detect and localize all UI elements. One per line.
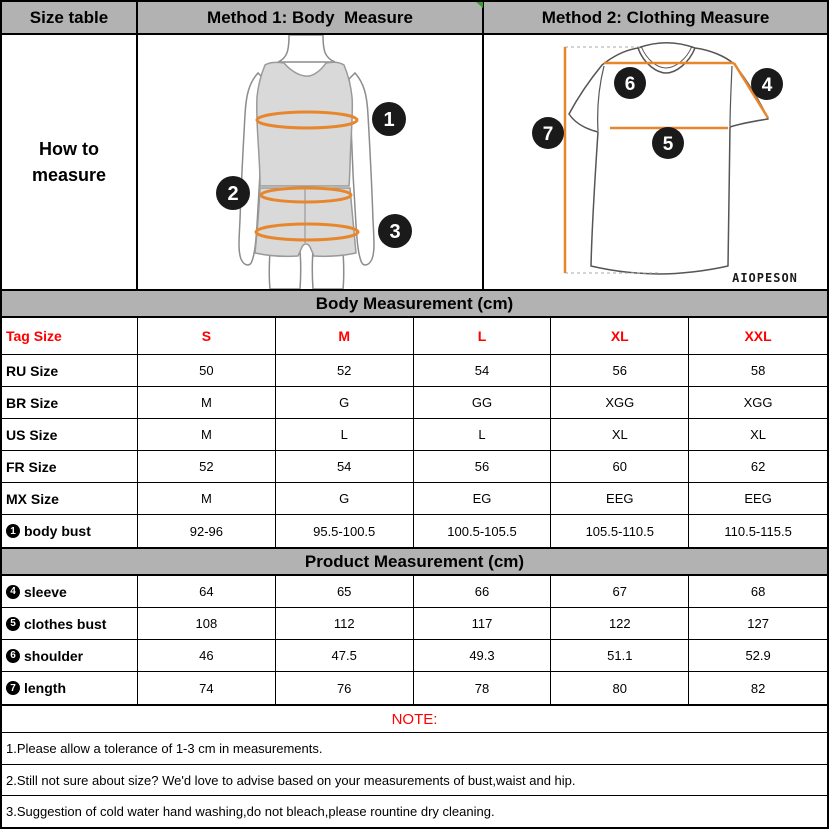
circled-7-icon: 7 — [6, 681, 20, 695]
row-label: FR Size — [2, 451, 138, 482]
cell-value: 67 — [551, 576, 689, 607]
cell-value: 100.5-105.5 — [414, 515, 552, 547]
clothing-measure-diagram — [484, 35, 827, 289]
cell-value: XL — [551, 419, 689, 450]
row-label: BR Size — [2, 387, 138, 418]
cell-value: EEG — [744, 491, 772, 506]
body-measure-diagram — [138, 35, 484, 289]
circled-5-icon: 5 — [6, 617, 20, 631]
row-label-text: length — [24, 680, 66, 696]
row-label — [2, 576, 138, 607]
svg-text:7: 7 — [542, 124, 554, 145]
cell-value: 127 — [747, 616, 769, 631]
svg-text:4: 4 — [761, 75, 773, 96]
header-method1-label: Method 1: Body Measure — [207, 7, 413, 27]
cell-value: 117 — [414, 608, 552, 639]
note-line-1: 1.Please allow a tolerance of 1-3 cm in measurements. — [2, 733, 827, 765]
row-label-text: sleeve — [24, 583, 67, 600]
col-header-xxl: XXL — [744, 328, 772, 344]
cell-value: XGG — [551, 387, 689, 418]
top-header-row — [2, 2, 827, 35]
cell-value: 58 — [750, 363, 766, 378]
cell-value: G — [276, 483, 414, 514]
cell-value: 56 — [414, 451, 552, 482]
table-row-shoulder — [2, 640, 827, 672]
circled-4-icon: 4 — [6, 585, 20, 599]
note-line-3: 3.Suggestion of cold water hand washing,do not bleach,please rountine dry cleaning. — [6, 804, 495, 820]
cell-value: 122 — [551, 608, 689, 639]
cell-value: EG — [414, 483, 552, 514]
col-header-m: M — [276, 318, 414, 354]
cell-value: 50 — [138, 355, 276, 386]
cell-value: 52.9 — [745, 648, 771, 663]
cell-value: 46 — [138, 640, 276, 671]
row-label — [2, 515, 138, 547]
cell-value: G — [276, 387, 414, 418]
cell-value: 64 — [138, 576, 276, 607]
cell-value: 68 — [750, 584, 766, 599]
cell-value: 92-96 — [138, 515, 276, 547]
cell-value: 82 — [750, 680, 766, 696]
cell-value: 76 — [276, 672, 414, 704]
badge-1-bust-icon — [372, 102, 406, 136]
cell-value: 54 — [414, 355, 552, 386]
green-corner-marker — [476, 2, 483, 8]
row-label — [2, 672, 138, 704]
cell-value: XL — [750, 427, 767, 442]
circled-1-icon: 1 — [6, 524, 20, 538]
header-method2: Method 2: Clothing Measure — [541, 7, 770, 27]
table-row-clothes-bust — [2, 608, 827, 640]
row-label: US Size — [2, 419, 138, 450]
cell-value: 49.3 — [414, 640, 552, 671]
cell-value: M — [138, 483, 276, 514]
badge-2-waist-icon — [216, 176, 250, 210]
cell-value: 47.5 — [276, 640, 414, 671]
svg-text:5: 5 — [662, 134, 674, 155]
svg-text:3: 3 — [389, 221, 401, 243]
tshirt-illustration — [484, 35, 827, 289]
table-row-fr-size — [2, 451, 827, 483]
badge-5-clothes-bust-icon — [652, 127, 684, 159]
cell-value: 52 — [276, 355, 414, 386]
cell-value: 112 — [276, 608, 414, 639]
row-label — [2, 640, 138, 671]
row-label: RU Size — [2, 355, 138, 386]
col-header-xl: XL — [551, 318, 689, 354]
notes-list — [2, 733, 827, 827]
cell-value: 51.1 — [551, 640, 689, 671]
cell-value: L — [414, 419, 552, 450]
figure-neck — [278, 35, 335, 62]
cell-value: 95.5-100.5 — [276, 515, 414, 547]
svg-text:2: 2 — [227, 183, 239, 205]
table-row-body-bust — [2, 515, 827, 547]
cell-value: 78 — [414, 672, 552, 704]
how-to-measure-cell: How to measure — [2, 35, 138, 289]
badge-4-sleeve-icon — [751, 68, 783, 100]
circled-6-icon: 6 — [6, 649, 20, 663]
cell-value: XGG — [743, 395, 773, 410]
badge-6-shoulder-icon — [614, 67, 646, 99]
row-label — [2, 608, 138, 639]
cell-value: L — [276, 419, 414, 450]
cell-value: 62 — [750, 459, 766, 474]
col-header-s: S — [138, 318, 276, 354]
table-row-mx-size — [2, 483, 827, 515]
note-title: NOTE: — [2, 704, 827, 733]
product-measurement-section-bar: Product Measurement (cm) — [2, 547, 827, 576]
brand-logo-text: AIOPESON — [732, 271, 798, 285]
row-label-text: shoulder — [24, 647, 84, 664]
body-measurement-section-bar: Body Measurement (cm) — [2, 289, 827, 318]
cell-value: 105.5-110.5 — [551, 515, 689, 547]
cell-value: 60 — [551, 451, 689, 482]
svg-text:6: 6 — [624, 74, 636, 95]
note-line-2: 2.Still not sure about size? We'd love to advise based on your measurements of bust,waist and hip. — [2, 765, 827, 797]
table-row-length — [2, 672, 827, 704]
cell-value: GG — [414, 387, 552, 418]
table-row-sleeve — [2, 576, 827, 608]
cell-value: 108 — [138, 608, 276, 639]
cell-value: M — [138, 387, 276, 418]
svg-text:1: 1 — [383, 109, 395, 131]
table-row-ru-size — [2, 355, 827, 387]
col-header-tag-size: Tag Size — [2, 318, 138, 354]
table-row-us-size — [2, 419, 827, 451]
cell-value: EEG — [551, 483, 689, 514]
cell-value: 110.5-115.5 — [724, 523, 792, 539]
cell-value: 65 — [276, 576, 414, 607]
cell-value: 54 — [276, 451, 414, 482]
cell-value: M — [138, 419, 276, 450]
body-figure-illustration — [138, 35, 484, 289]
badge-3-hip-icon — [378, 214, 412, 248]
row-label-text: body bust — [24, 523, 91, 539]
cell-value: 66 — [414, 576, 552, 607]
header-method1 — [138, 2, 484, 33]
cell-value: 74 — [138, 672, 276, 704]
cell-value: 52 — [138, 451, 276, 482]
row-label: MX Size — [2, 483, 138, 514]
cell-value: 80 — [551, 672, 689, 704]
row-label-text: clothes bust — [24, 615, 107, 632]
col-header-l: L — [414, 318, 552, 354]
cell-value: 56 — [551, 355, 689, 386]
diagram-row — [2, 35, 827, 289]
header-size-table: Size table — [2, 2, 138, 33]
badge-7-length-icon — [532, 117, 564, 149]
size-columns-header — [2, 318, 827, 355]
table-row-br-size — [2, 387, 827, 419]
